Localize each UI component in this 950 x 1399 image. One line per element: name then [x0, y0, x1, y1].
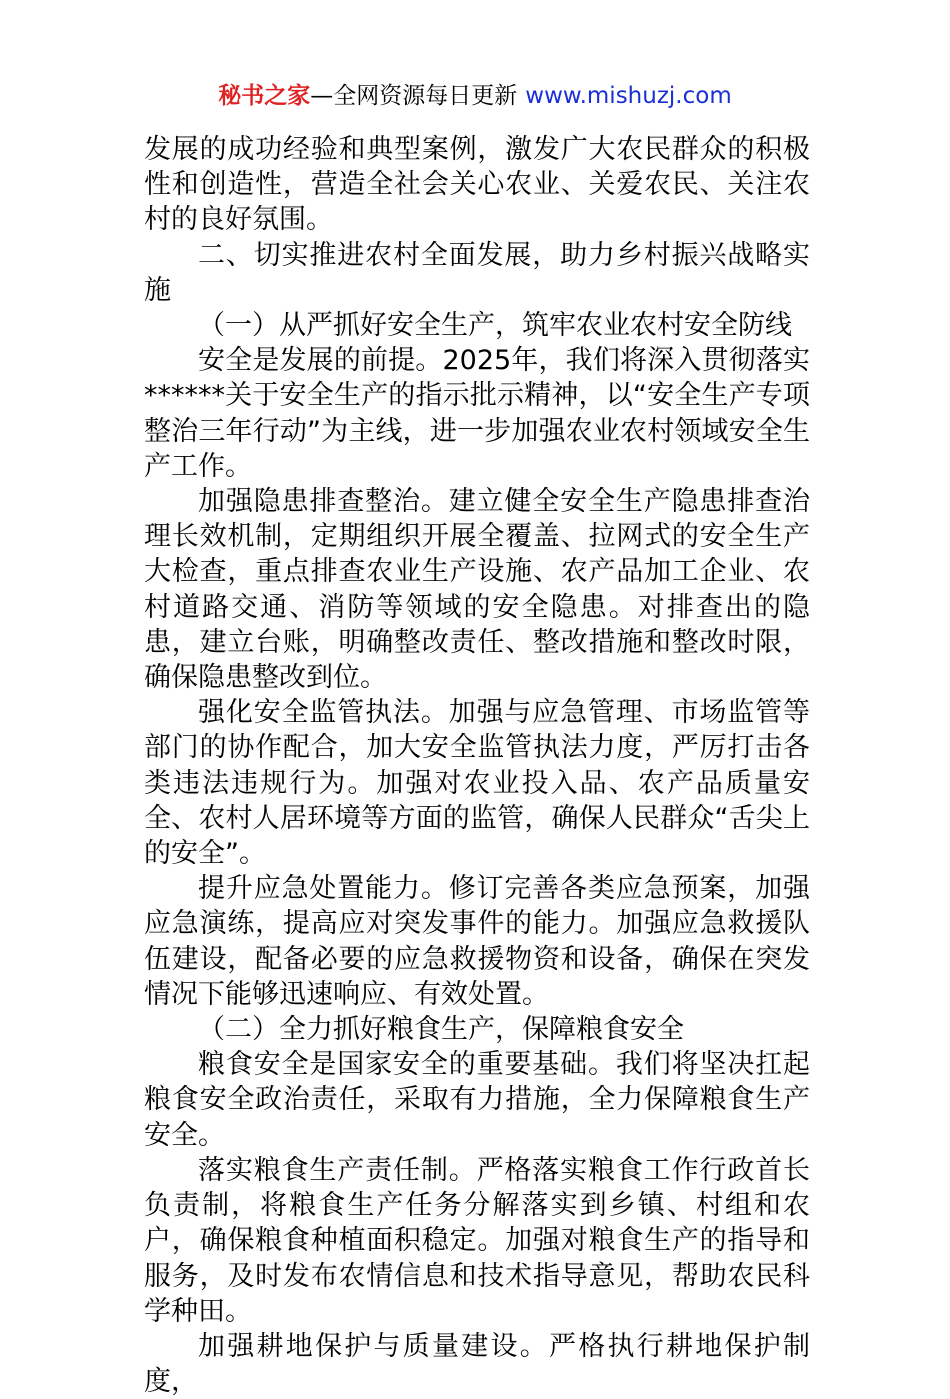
site-tagline: —全网资源每日更新: [310, 83, 518, 109]
site-brand: 秘书之家: [218, 83, 311, 109]
subsection-heading: （一）从严抓好安全生产，筑牢农业农村安全防线: [198, 310, 792, 342]
subsection-heading: （二）全力抓好粮食生产，保障粮食安全: [198, 1014, 684, 1046]
document-body: [144, 132, 810, 1399]
section-heading: 二、切实推进农村全面发展，助力乡村振兴战略实施: [144, 239, 810, 306]
paragraph: 提升应急处置能力。修订完善各类应急预案，加强应急演练，提高应对突发事件的能力。加强应急救援队伍建设，配备必要的应急救援物资和设备，确保在突发情况下能够迅速响应、有效处置。: [144, 873, 810, 1010]
paragraph: 加强隐患排查整治。建立健全安全生产隐患排查治理长效机制，定期组织开展全覆盖、拉网式的安全生产大检查，重点排查农业生产设施、农产品加工企业、农村道路交通、消防等领域的安全隐患。对排查出的隐患，建立台账，明确整改责任、整改措施和整改时限，确保隐患整改到位。: [144, 486, 810, 694]
paragraph: 安全是发展的前提。2025年，我们将深入贯彻落实******关于安全生产的指示批示精神，以“安全生产专项整治三年行动”为主线，进一步加强农业农村领域安全生产工作。: [144, 345, 810, 482]
paragraph: 加强耕地保护与质量建设。严格执行耕地保护制度，: [144, 1330, 810, 1398]
site-url-link[interactable]: www.mishuzj.com: [525, 83, 732, 109]
paragraph-continuation: 发展的成功经验和典型案例，激发广大农民群众的积极性和创造性，营造全社会关心农业、关爱农民、关注农村的良好氛围。: [144, 134, 810, 236]
site-header: [0, 80, 950, 112]
paragraph: 落实粮食生产责任制。严格落实粮食工作行政首长负责制，将粮食生产任务分解落实到乡镇、村组和农户，确保粮食种植面积稳定。加强对粮食生产的指导和服务，及时发布农情信息和技术指导意见，帮助农民科学种田。: [144, 1154, 810, 1327]
paragraph: 粮食安全是国家安全的重要基础。我们将坚决扛起粮食安全政治责任，采取有力措施，全力保障粮食生产安全。: [144, 1049, 810, 1151]
paragraph: 强化安全监管执法。加强与应急管理、市场监管等部门的协作配合，加大安全监管执法力度，严厉打击各类违法违规行为。加强对农业投入品、农产品质量安全、农村人居环境等方面的监管，确保人民群众“舌尖上的安全”。: [144, 697, 810, 870]
